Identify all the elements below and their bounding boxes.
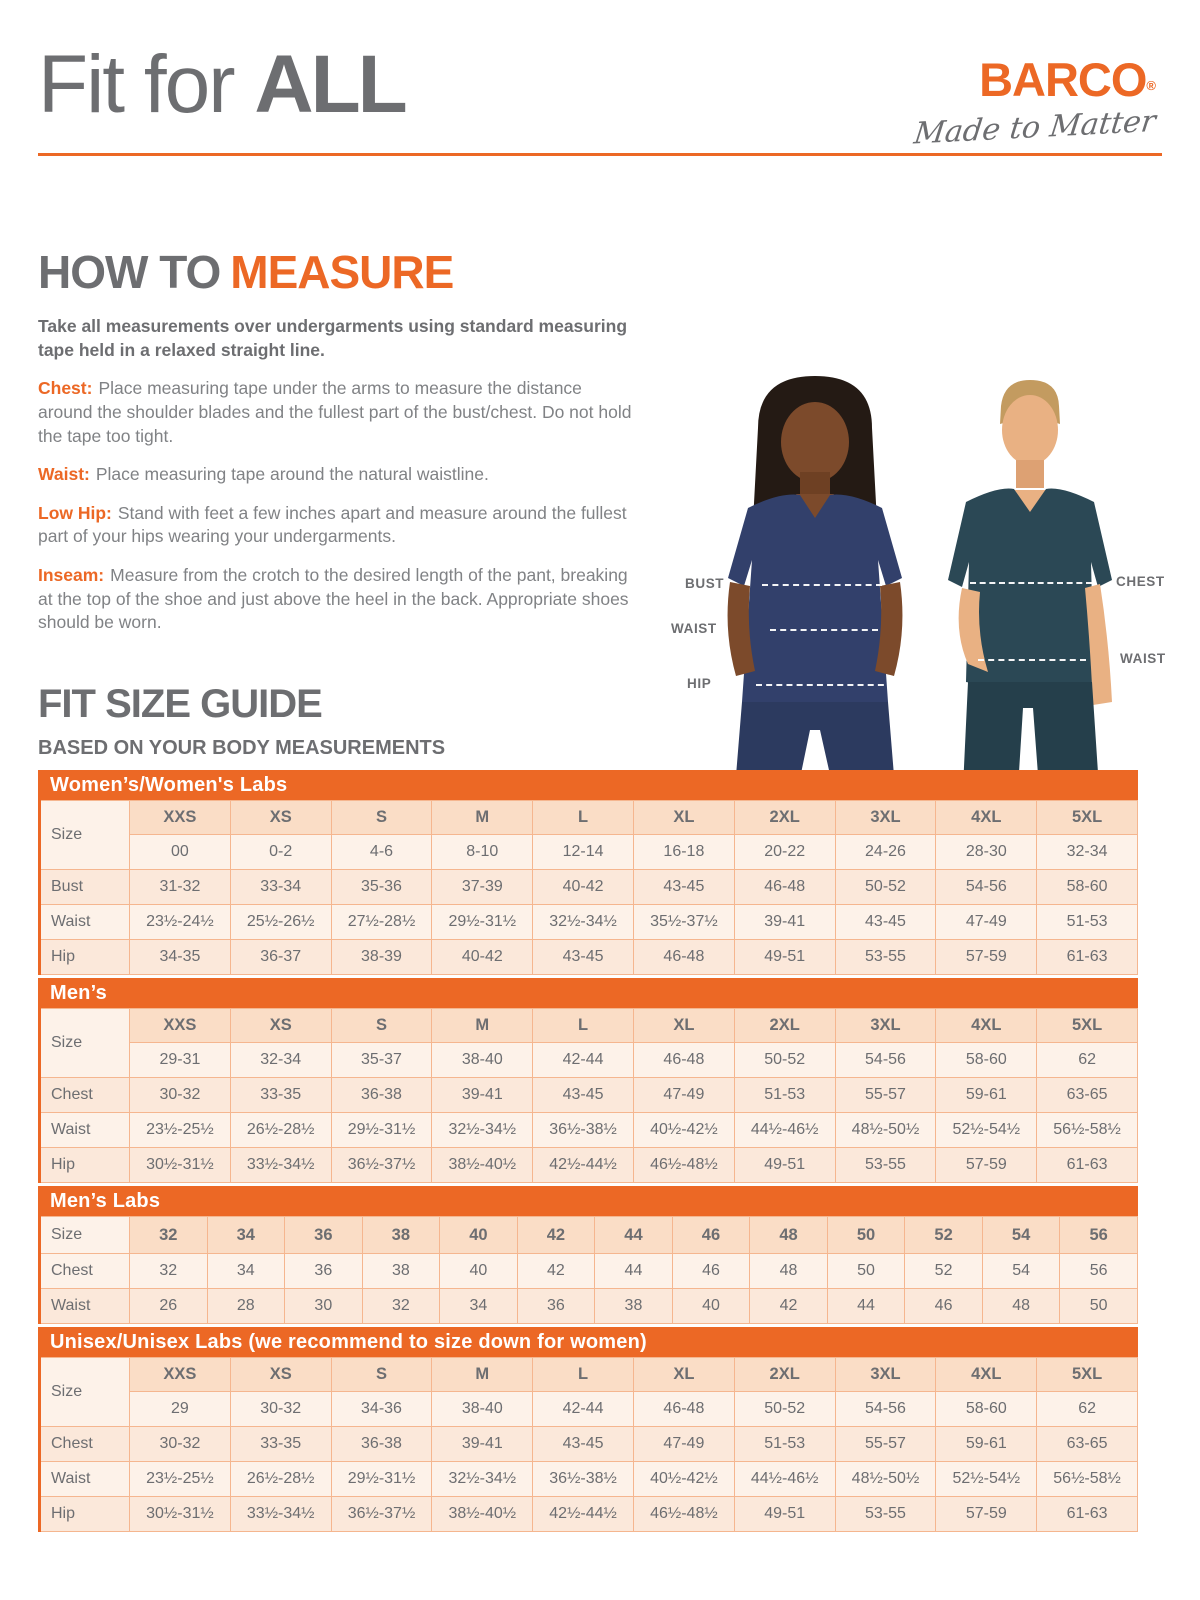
column-header: S <box>331 801 432 835</box>
measurement-cell: 33-35 <box>230 1427 331 1462</box>
how-to-measure-heading <box>38 246 638 298</box>
numeric-size-cell: 62 <box>1037 1392 1138 1427</box>
measurement-cell: 46-48 <box>734 870 835 905</box>
numeric-size-row <box>40 1392 1138 1427</box>
table-row-hip <box>40 940 1138 975</box>
measurement-cell: 32½-34½ <box>533 905 634 940</box>
measurement-cell: 36½-37½ <box>331 1497 432 1532</box>
table-title-mens: Men’s <box>38 978 1138 1008</box>
size-row-label: Size <box>40 1009 130 1078</box>
column-header: XS <box>230 801 331 835</box>
fit-size-guide-section <box>38 684 1138 1532</box>
size-table-womens <box>38 770 1138 975</box>
measurement-cell: 26 <box>130 1289 208 1324</box>
column-header: M <box>432 801 533 835</box>
measurement-cell: 40 <box>672 1289 750 1324</box>
numeric-size-cell: 46-48 <box>633 1043 734 1078</box>
measurement-cell: 34 <box>207 1254 285 1289</box>
measurement-cell: 46 <box>672 1254 750 1289</box>
row-label: Waist <box>40 1462 130 1497</box>
column-header: XXS <box>130 1009 231 1043</box>
row-label: Waist <box>40 1289 130 1324</box>
size-header-row <box>40 1358 1138 1392</box>
numeric-size-cell: 32-34 <box>1037 835 1138 870</box>
measurement-cell: 25½-26½ <box>230 905 331 940</box>
column-header: XL <box>633 1009 734 1043</box>
measurement-cell: 49-51 <box>734 940 835 975</box>
measurement-cell: 36-38 <box>331 1078 432 1113</box>
measurement-cell: 56½-58½ <box>1037 1462 1138 1497</box>
measurement-cell: 35½-37½ <box>633 905 734 940</box>
measurement-cell: 49-51 <box>734 1148 835 1183</box>
measurement-cell: 39-41 <box>432 1427 533 1462</box>
measurement-cell: 50 <box>1060 1289 1138 1324</box>
numeric-size-cell: 42-44 <box>533 1392 634 1427</box>
row-label: Bust <box>40 870 130 905</box>
measurement-cell: 30 <box>285 1289 363 1324</box>
column-header: 34 <box>207 1217 285 1254</box>
brand-name-text: BARCO <box>979 53 1147 106</box>
measurement-cell: 44½-46½ <box>734 1462 835 1497</box>
numeric-size-cell: 32-34 <box>230 1043 331 1078</box>
size-tables <box>38 770 1138 1532</box>
table-row-hip <box>40 1148 1138 1183</box>
waist-label-man: WAIST <box>1120 651 1166 666</box>
column-header: 4XL <box>936 801 1037 835</box>
measurement-cell: 34 <box>440 1289 518 1324</box>
column-header: 52 <box>905 1217 983 1254</box>
column-header: 36 <box>285 1217 363 1254</box>
measurement-cell: 36-37 <box>230 940 331 975</box>
numeric-size-cell: 00 <box>130 835 231 870</box>
measurement-cell: 50 <box>827 1254 905 1289</box>
measurement-cell: 32 <box>362 1289 440 1324</box>
measurement-cell: 33½-34½ <box>230 1148 331 1183</box>
measure-text-inseam: Measure from the crotch to the desired length of the pant, breaking at the top of the shoe and just above the heel in the back. Appropriate shoes should be worn. <box>38 565 629 633</box>
measurement-cell: 34-35 <box>130 940 231 975</box>
numeric-size-cell: 58-60 <box>936 1392 1037 1427</box>
measurement-cell: 30-32 <box>130 1427 231 1462</box>
measurement-cell: 43-45 <box>533 1427 634 1462</box>
table-row-chest <box>40 1254 1138 1289</box>
measure-item-waist <box>38 463 638 487</box>
measurement-cell: 42½-44½ <box>533 1148 634 1183</box>
table-row-waist <box>40 1462 1138 1497</box>
measurement-cell: 42½-44½ <box>533 1497 634 1532</box>
numeric-size-cell: 42-44 <box>533 1043 634 1078</box>
measurement-cell: 27½-28½ <box>331 905 432 940</box>
row-label: Chest <box>40 1427 130 1462</box>
measurement-cell: 40-42 <box>533 870 634 905</box>
row-label: Waist <box>40 1113 130 1148</box>
measurement-cell: 33½-34½ <box>230 1497 331 1532</box>
measurement-cell: 44 <box>827 1289 905 1324</box>
fit-size-guide-subheading: BASED ON YOUR BODY MEASUREMENTS <box>38 737 446 759</box>
page-title-light: Fit for <box>38 39 255 130</box>
measurement-cell: 42 <box>517 1254 595 1289</box>
measurement-cell: 40 <box>440 1254 518 1289</box>
numeric-size-cell: 38-40 <box>432 1043 533 1078</box>
column-header: 42 <box>517 1217 595 1254</box>
column-header: M <box>432 1358 533 1392</box>
numeric-size-cell: 54-56 <box>835 1043 936 1078</box>
column-header: 54 <box>982 1217 1060 1254</box>
hip-label: HIP <box>687 676 712 691</box>
measure-label-inseam: Inseam: <box>38 565 105 585</box>
brand-tagline: Made to Matter <box>912 104 1159 152</box>
measurement-cell: 37-39 <box>432 870 533 905</box>
measurement-cell: 29½-31½ <box>331 1462 432 1497</box>
bust-label: BUST <box>685 576 725 591</box>
measurement-cell: 57-59 <box>936 1497 1037 1532</box>
measurement-cell: 49-51 <box>734 1497 835 1532</box>
column-header: 3XL <box>835 801 936 835</box>
numeric-size-cell: 34-36 <box>331 1392 432 1427</box>
measurement-cell: 36½-38½ <box>533 1462 634 1497</box>
table-row-hip <box>40 1497 1138 1532</box>
measurement-cell: 52½-54½ <box>936 1113 1037 1148</box>
measurement-cell: 63-65 <box>1037 1427 1138 1462</box>
size-row-label: Size <box>40 1358 130 1427</box>
table-row-chest <box>40 1427 1138 1462</box>
page-title <box>38 39 405 130</box>
measurement-cell: 47-49 <box>633 1078 734 1113</box>
measure-item-chest <box>38 377 638 448</box>
heading-orange-part: MEASURE <box>230 246 454 298</box>
column-header: 46 <box>672 1217 750 1254</box>
measurement-cell: 29½-31½ <box>432 905 533 940</box>
measure-label-low-hip: Low Hip: <box>38 502 112 523</box>
measurement-cell: 61-63 <box>1037 940 1138 975</box>
divider-rule <box>38 153 1162 156</box>
measurement-cell: 59-61 <box>936 1427 1037 1462</box>
measurement-cell: 38½-40½ <box>432 1497 533 1532</box>
column-header: 48 <box>750 1217 828 1254</box>
column-header: XL <box>633 1358 734 1392</box>
measurement-cell: 50-52 <box>835 870 936 905</box>
column-header: 38 <box>362 1217 440 1254</box>
bust-measure-line <box>762 584 882 586</box>
waist-measure-line-man <box>978 659 1086 661</box>
measurement-cell: 23½-25½ <box>130 1462 231 1497</box>
measure-label-chest: Chest: <box>38 378 93 399</box>
column-header: 56 <box>1060 1217 1138 1254</box>
measurement-cell: 61-63 <box>1037 1497 1138 1532</box>
measurement-cell: 29½-31½ <box>331 1113 432 1148</box>
table-row-chest <box>40 1078 1138 1113</box>
numeric-size-cell: 38-40 <box>432 1392 533 1427</box>
measurement-cell: 59-61 <box>936 1078 1037 1113</box>
measurement-cell: 54-56 <box>936 870 1037 905</box>
numeric-size-cell: 30-32 <box>230 1392 331 1427</box>
measurement-cell: 46-48 <box>633 940 734 975</box>
size-header-row <box>40 1217 1138 1254</box>
numeric-size-cell: 62 <box>1037 1043 1138 1078</box>
size-table-mens <box>38 978 1138 1183</box>
measurement-cell: 53-55 <box>835 940 936 975</box>
measurement-cell: 36 <box>517 1289 595 1324</box>
row-label: Chest <box>40 1254 130 1289</box>
numeric-size-cell: 0-2 <box>230 835 331 870</box>
column-header: 2XL <box>734 801 835 835</box>
measurement-cell: 32½-34½ <box>432 1113 533 1148</box>
size-grid-mens <box>38 1008 1138 1183</box>
measurement-cell: 32 <box>130 1254 208 1289</box>
column-header: S <box>331 1009 432 1043</box>
chest-measure-line <box>970 582 1092 584</box>
measurement-cell: 26½-28½ <box>230 1113 331 1148</box>
measurement-cell: 40½-42½ <box>633 1462 734 1497</box>
measurement-cell: 39-41 <box>432 1078 533 1113</box>
waist-measure-line-woman <box>770 629 878 631</box>
column-header: S <box>331 1358 432 1392</box>
column-header: L <box>533 801 634 835</box>
measurement-cell: 36½-37½ <box>331 1148 432 1183</box>
size-header-row <box>40 1009 1138 1043</box>
size-row-label: Size <box>40 1217 130 1254</box>
measurement-cell: 48 <box>982 1289 1060 1324</box>
measurement-cell: 30½-31½ <box>130 1148 231 1183</box>
row-label: Hip <box>40 1148 130 1183</box>
measurement-cell: 52½-54½ <box>936 1462 1037 1497</box>
measurement-cell: 28 <box>207 1289 285 1324</box>
measure-text-chest: Place measuring tape under the arms to measure the distance around the shoulder blades and the fullest part of the bust/chest. Do not hold the tape too tight. <box>38 378 632 446</box>
table-title-unisex: Unisex/Unisex Labs (we recommend to size down for women) <box>38 1327 1138 1357</box>
numeric-size-cell: 29 <box>130 1392 231 1427</box>
numeric-size-cell: 8-10 <box>432 835 533 870</box>
measurement-cell: 38 <box>595 1289 673 1324</box>
measurement-cell: 57-59 <box>936 940 1037 975</box>
column-header: 5XL <box>1037 1009 1138 1043</box>
measure-text-low-hip: Stand with feet a few inches apart and measure around the fullest part of your hips wearing your undergarments. <box>38 502 627 547</box>
measurement-cell: 46½-48½ <box>633 1148 734 1183</box>
brand-wordmark <box>916 53 1156 106</box>
measurement-cell: 51-53 <box>1037 905 1138 940</box>
waist-label-woman: WAIST <box>671 621 717 636</box>
measurement-cell: 53-55 <box>835 1148 936 1183</box>
how-to-measure-section <box>38 246 638 635</box>
numeric-size-row <box>40 1043 1138 1078</box>
numeric-size-cell: 24-26 <box>835 835 936 870</box>
measurement-cell: 23½-25½ <box>130 1113 231 1148</box>
table-row-waist <box>40 1113 1138 1148</box>
measurement-cell: 47-49 <box>633 1427 734 1462</box>
numeric-size-cell: 16-18 <box>633 835 734 870</box>
measurement-cell: 43-45 <box>533 940 634 975</box>
row-label: Waist <box>40 905 130 940</box>
registered-mark: ® <box>1146 78 1156 93</box>
page-title-bold: ALL <box>254 39 405 130</box>
size-grid-unisex <box>38 1357 1138 1532</box>
measurement-cell: 46½-48½ <box>633 1497 734 1532</box>
column-header: 2XL <box>734 1009 835 1043</box>
size-row-label: Size <box>40 801 130 870</box>
heading-gray-part: HOW TO <box>38 246 221 298</box>
column-header: 2XL <box>734 1358 835 1392</box>
measurement-cell: 61-63 <box>1037 1148 1138 1183</box>
measure-item-inseam <box>38 564 638 635</box>
measurement-cell: 36 <box>285 1254 363 1289</box>
column-header: 4XL <box>936 1358 1037 1392</box>
measurement-cell: 23½-24½ <box>130 905 231 940</box>
numeric-size-row <box>40 835 1138 870</box>
measurement-cell: 53-55 <box>835 1497 936 1532</box>
column-header: 32 <box>130 1217 208 1254</box>
measurement-cell: 54 <box>982 1254 1060 1289</box>
measurement-cell: 43-45 <box>633 870 734 905</box>
measurement-cell: 57-59 <box>936 1148 1037 1183</box>
numeric-size-cell: 58-60 <box>936 1043 1037 1078</box>
measurement-cell: 38 <box>362 1254 440 1289</box>
size-grid-mens-labs <box>38 1216 1138 1324</box>
measurement-cell: 46 <box>905 1289 983 1324</box>
table-title-womens: Women’s/Women's Labs <box>38 770 1138 800</box>
measurement-cell: 32½-34½ <box>432 1462 533 1497</box>
column-header: 4XL <box>936 1009 1037 1043</box>
numeric-size-cell: 20-22 <box>734 835 835 870</box>
measurement-cell: 56½-58½ <box>1037 1113 1138 1148</box>
numeric-size-cell: 54-56 <box>835 1392 936 1427</box>
size-table-unisex <box>38 1327 1138 1532</box>
size-grid-womens <box>38 800 1138 975</box>
row-label: Chest <box>40 1078 130 1113</box>
column-header: XXS <box>130 1358 231 1392</box>
measurement-cell: 48½-50½ <box>835 1462 936 1497</box>
measurement-cell: 38½-40½ <box>432 1148 533 1183</box>
column-header: M <box>432 1009 533 1043</box>
measurement-cell: 42 <box>750 1289 828 1324</box>
row-label: Hip <box>40 1497 130 1532</box>
measurement-cell: 43-45 <box>533 1078 634 1113</box>
column-header: 5XL <box>1037 1358 1138 1392</box>
measurement-cell: 44½-46½ <box>734 1113 835 1148</box>
measurement-cell: 30½-31½ <box>130 1497 231 1532</box>
measurement-cell: 52 <box>905 1254 983 1289</box>
size-table-mens-labs <box>38 1186 1138 1324</box>
numeric-size-cell: 28-30 <box>936 835 1037 870</box>
measurement-cell: 44 <box>595 1254 673 1289</box>
measurement-cell: 43-45 <box>835 905 936 940</box>
measure-text-waist: Place measuring tape around the natural waistline. <box>95 464 489 485</box>
measurement-cell: 36½-38½ <box>533 1113 634 1148</box>
measurement-cell: 51-53 <box>734 1078 835 1113</box>
measure-label-waist: Waist: <box>38 464 90 485</box>
table-row-waist <box>40 1289 1138 1324</box>
table-title-mens-labs: Men’s Labs <box>38 1186 1138 1216</box>
column-header: XS <box>230 1358 331 1392</box>
measurement-cell: 40½-42½ <box>633 1113 734 1148</box>
table-row-bust <box>40 870 1138 905</box>
column-header: L <box>533 1009 634 1043</box>
measurement-cell: 55-57 <box>835 1427 936 1462</box>
column-header: L <box>533 1358 634 1392</box>
numeric-size-cell: 12-14 <box>533 835 634 870</box>
numeric-size-cell: 35-37 <box>331 1043 432 1078</box>
measurement-cell: 39-41 <box>734 905 835 940</box>
column-header: XL <box>633 801 734 835</box>
measurement-cell: 48½-50½ <box>835 1113 936 1148</box>
measurement-cell: 38-39 <box>331 940 432 975</box>
measurement-cell: 56 <box>1060 1254 1138 1289</box>
measurement-cell: 58-60 <box>1037 870 1138 905</box>
table-row-waist <box>40 905 1138 940</box>
measurement-cell: 31-32 <box>130 870 231 905</box>
measurement-cell: 40-42 <box>432 940 533 975</box>
measurement-cell: 33-35 <box>230 1078 331 1113</box>
brand-logo <box>912 53 1159 152</box>
measurement-cell: 51-53 <box>734 1427 835 1462</box>
column-header: 50 <box>827 1217 905 1254</box>
numeric-size-cell: 29-31 <box>130 1043 231 1078</box>
column-header: 44 <box>595 1217 673 1254</box>
row-label: Hip <box>40 940 130 975</box>
numeric-size-cell: 4-6 <box>331 835 432 870</box>
measure-intro: Take all measurements over undergarments using standard measuring tape held in a relaxed straight line. <box>38 316 628 360</box>
numeric-size-cell: 50-52 <box>734 1392 835 1427</box>
measurement-cell: 48 <box>750 1254 828 1289</box>
measurement-cell: 36-38 <box>331 1427 432 1462</box>
measurement-cell: 47-49 <box>936 905 1037 940</box>
column-header: 3XL <box>835 1358 936 1392</box>
measure-item-low-hip <box>38 502 638 549</box>
measurement-cell: 55-57 <box>835 1078 936 1113</box>
numeric-size-cell: 50-52 <box>734 1043 835 1078</box>
numeric-size-cell: 46-48 <box>633 1392 734 1427</box>
column-header: XS <box>230 1009 331 1043</box>
measurement-cell: 30-32 <box>130 1078 231 1113</box>
chest-label: CHEST <box>1116 574 1165 589</box>
measurement-cell: 35-36 <box>331 870 432 905</box>
measurement-cell: 26½-28½ <box>230 1462 331 1497</box>
column-header: 5XL <box>1037 801 1138 835</box>
column-header: 3XL <box>835 1009 936 1043</box>
fit-size-guide-heading: FIT SIZE GUIDE <box>38 682 322 726</box>
measurement-cell: 63-65 <box>1037 1078 1138 1113</box>
column-header: XXS <box>130 801 231 835</box>
size-header-row <box>40 801 1138 835</box>
column-header: 40 <box>440 1217 518 1254</box>
measurement-cell: 33-34 <box>230 870 331 905</box>
